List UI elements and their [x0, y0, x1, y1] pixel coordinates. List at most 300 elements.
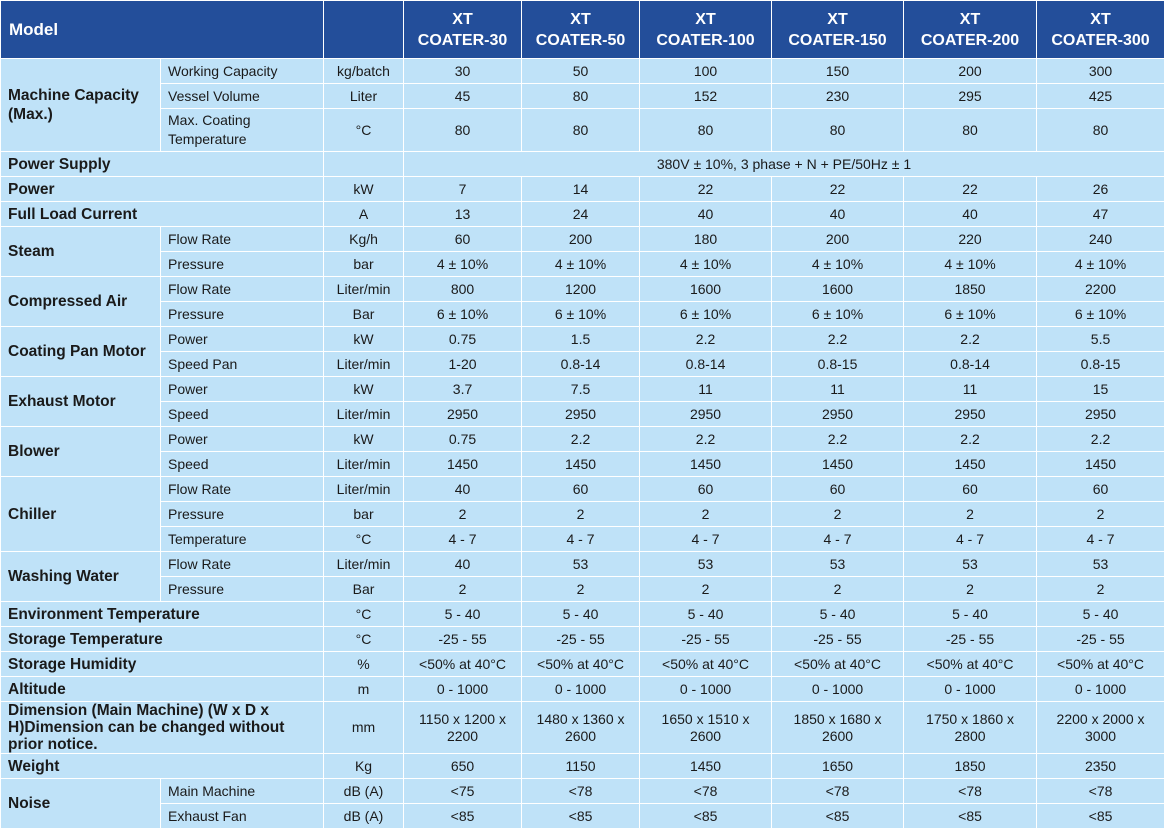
unit-cell: Kg/h [324, 227, 404, 252]
category-label: Blower [1, 427, 161, 477]
value-cell: 220 [904, 227, 1037, 252]
value-cell: 7.5 [522, 377, 640, 402]
table-row [1, 109, 1164, 152]
value-cell: 0 - 1000 [522, 677, 640, 702]
value-cell: <50% at 40°C [404, 652, 522, 677]
value-cell: -25 - 55 [404, 627, 522, 652]
value-cell: 4 - 7 [522, 527, 640, 552]
value-cell: 6 ± 10% [1037, 302, 1164, 327]
table-row [1, 352, 1164, 377]
value-cell: 5 - 40 [1037, 602, 1164, 627]
value-cell: 295 [904, 84, 1037, 109]
category-label: Noise [1, 779, 161, 829]
value-cell: 5 - 40 [404, 602, 522, 627]
value-cell: 15 [1037, 377, 1164, 402]
category-label: Environment Temperature [1, 602, 324, 627]
dimension-line: 2600 [564, 727, 597, 744]
value-cell: 2 [1037, 502, 1164, 527]
model-name: COATER-300 [1051, 31, 1150, 49]
table-row [1, 804, 1164, 829]
value-cell: 1450 [522, 452, 640, 477]
value-cell: 2 [640, 577, 772, 602]
value-cell: 5.5 [1037, 327, 1164, 352]
unit-cell: bar [324, 252, 404, 277]
value-cell: 40 [640, 202, 772, 227]
value-cell: 0 - 1000 [1037, 677, 1164, 702]
value-cell: 1450 [640, 452, 772, 477]
value-cell: 13 [404, 202, 522, 227]
table-row [1, 327, 1164, 352]
dimension-line: 3000 [1084, 727, 1117, 744]
value-cell: 11 [904, 377, 1037, 402]
value-cell: 4 ± 10% [904, 252, 1037, 277]
value-cell: 200 [772, 227, 904, 252]
value-cell: 60 [522, 477, 640, 502]
value-cell: 0 - 1000 [640, 677, 772, 702]
value-cell: 240 [1037, 227, 1164, 252]
parameter-label: Power [161, 377, 324, 402]
model-column-header [404, 1, 522, 59]
unit-cell: Liter/min [324, 552, 404, 577]
model-column-header [772, 1, 904, 59]
value-cell: 1850 [904, 277, 1037, 302]
value-cell: 2.2 [772, 327, 904, 352]
unit-cell: m [324, 677, 404, 702]
table-row [1, 152, 1164, 177]
value-cell: 53 [522, 552, 640, 577]
value-cell: 2950 [640, 402, 772, 427]
unit-cell [324, 152, 404, 177]
unit-cell: kW [324, 327, 404, 352]
value-cell: <50% at 40°C [772, 652, 904, 677]
value-cell: 80 [904, 109, 1037, 152]
value-cell: 1650 [772, 754, 904, 779]
unit-cell: Liter [324, 84, 404, 109]
dimension-line: 2600 [689, 727, 722, 744]
dimension-line: 2600 [821, 727, 854, 744]
parameter-label: Flow Rate [161, 477, 324, 502]
category-label: Power [1, 177, 324, 202]
value-cell: <50% at 40°C [640, 652, 772, 677]
value-cell: 47 [1037, 202, 1164, 227]
value-cell: 2 [1037, 577, 1164, 602]
value-cell: 24 [522, 202, 640, 227]
value-cell: 2950 [1037, 402, 1164, 427]
unit-header [324, 1, 404, 59]
value-cell: -25 - 55 [772, 627, 904, 652]
value-cell: 650 [404, 754, 522, 779]
value-cell: 2950 [522, 402, 640, 427]
table-row [1, 627, 1164, 652]
value-cell: 40 [404, 477, 522, 502]
category-label: Power Supply [1, 152, 324, 177]
value-cell: 1.5 [522, 327, 640, 352]
value-cell: 0 - 1000 [772, 677, 904, 702]
category-label: Full Load Current [1, 202, 324, 227]
value-cell: 2 [404, 577, 522, 602]
value-cell: 53 [772, 552, 904, 577]
category-label: Altitude [1, 677, 324, 702]
value-cell: 2.2 [640, 327, 772, 352]
value-cell: 4 - 7 [772, 527, 904, 552]
value-cell: 40 [404, 552, 522, 577]
value-cell: 80 [640, 109, 772, 152]
value-cell: 2950 [404, 402, 522, 427]
value-cell: -25 - 55 [904, 627, 1037, 652]
table-row [1, 377, 1164, 402]
value-cell: <78 [772, 779, 904, 804]
value-cell: 4 ± 10% [1037, 252, 1164, 277]
value-cell: 1450 [1037, 452, 1164, 477]
value-cell: -25 - 55 [1037, 627, 1164, 652]
parameter-label: Flow Rate [161, 227, 324, 252]
value-cell: 1450 [772, 452, 904, 477]
value-cell [404, 702, 522, 754]
value-cell: 0.8-14 [904, 352, 1037, 377]
model-name: COATER-30 [417, 31, 508, 49]
unit-cell: °C [324, 627, 404, 652]
value-cell: 60 [772, 477, 904, 502]
category-label: Storage Humidity [1, 652, 324, 677]
value-cell: 80 [404, 109, 522, 152]
table-row [1, 402, 1164, 427]
model-series: XT [827, 10, 848, 28]
parameter-label: Power [161, 327, 324, 352]
table-row [1, 177, 1164, 202]
unit-cell: °C [324, 602, 404, 627]
value-cell: <85 [640, 804, 772, 829]
parameter-label: Max. Coating Temperature [161, 109, 324, 152]
value-cell [640, 702, 772, 754]
value-cell: 80 [772, 109, 904, 152]
value-cell: 2 [640, 502, 772, 527]
dimension-line: 1480 x 1360 x [536, 710, 625, 727]
value-cell: 2 [904, 502, 1037, 527]
value-cell: <85 [522, 804, 640, 829]
category-label: Machine Capacity (Max.) [1, 59, 161, 152]
value-cell: 6 ± 10% [404, 302, 522, 327]
value-cell: -25 - 55 [522, 627, 640, 652]
value-cell: <78 [1037, 779, 1164, 804]
value-cell: 1150 [522, 754, 640, 779]
unit-cell: Bar [324, 577, 404, 602]
table-row [1, 202, 1164, 227]
value-cell: <78 [904, 779, 1037, 804]
value-cell: 4 - 7 [404, 527, 522, 552]
table-row [1, 477, 1164, 502]
table-row [1, 84, 1164, 109]
value-cell: 60 [904, 477, 1037, 502]
parameter-label: Power [161, 427, 324, 452]
parameter-label: Working Capacity [161, 59, 324, 84]
dimension-line: 1850 x 1680 x [793, 710, 882, 727]
value-cell: 1450 [404, 452, 522, 477]
value-cell: 1600 [640, 277, 772, 302]
model-header: Model [1, 1, 324, 59]
unit-cell: % [324, 652, 404, 677]
table-row [1, 702, 1164, 754]
value-cell: 2 [522, 577, 640, 602]
model-column-header [640, 1, 772, 59]
parameter-label: Speed [161, 452, 324, 477]
table-row [1, 427, 1164, 452]
unit-cell: Liter/min [324, 477, 404, 502]
parameter-label: Vessel Volume [161, 84, 324, 109]
model-name: COATER-100 [656, 31, 755, 49]
value-cell: 0 - 1000 [404, 677, 522, 702]
value-cell: 22 [640, 177, 772, 202]
value-cell: <50% at 40°C [904, 652, 1037, 677]
value-cell: 40 [772, 202, 904, 227]
value-cell: <85 [1037, 804, 1164, 829]
category-label: Steam [1, 227, 161, 277]
value-cell: 4 ± 10% [640, 252, 772, 277]
value-cell [772, 702, 904, 754]
model-column-header [522, 1, 640, 59]
value-cell: 5 - 40 [522, 602, 640, 627]
model-series: XT [452, 10, 473, 28]
table-row [1, 652, 1164, 677]
category-label: Exhaust Motor [1, 377, 161, 427]
value-cell: 3.7 [404, 377, 522, 402]
value-cell [904, 702, 1037, 754]
value-cell: 1450 [904, 452, 1037, 477]
unit-cell: Liter/min [324, 277, 404, 302]
dimension-line: 2200 x 2000 x [1056, 710, 1145, 727]
value-cell: <75 [404, 779, 522, 804]
value-cell: 0.8-14 [522, 352, 640, 377]
parameter-label: Speed Pan [161, 352, 324, 377]
value-cell: 80 [522, 84, 640, 109]
model-name: COATER-50 [535, 31, 626, 49]
value-cell: 11 [640, 377, 772, 402]
parameter-label: Pressure [161, 252, 324, 277]
unit-cell: A [324, 202, 404, 227]
value-cell: 60 [404, 227, 522, 252]
parameter-label: Flow Rate [161, 277, 324, 302]
unit-cell: kW [324, 177, 404, 202]
table-row [1, 754, 1164, 779]
value-cell: <78 [640, 779, 772, 804]
value-cell: 80 [1037, 109, 1164, 152]
header-row [1, 1, 1164, 59]
dimension-label: Dimension (Main Machine) (W x D x H) [8, 702, 269, 736]
dimension-line: 1650 x 1510 x [661, 710, 750, 727]
value-cell: <85 [772, 804, 904, 829]
value-cell: 60 [640, 477, 772, 502]
parameter-label: Pressure [161, 502, 324, 527]
table-row [1, 452, 1164, 477]
value-cell: 50 [522, 59, 640, 84]
value-cell: <78 [522, 779, 640, 804]
table-row [1, 602, 1164, 627]
unit-cell: Kg [324, 754, 404, 779]
value-cell: 60 [1037, 477, 1164, 502]
value-cell: <50% at 40°C [1037, 652, 1164, 677]
unit-cell: dB (A) [324, 779, 404, 804]
value-cell [522, 702, 640, 754]
unit-cell: kg/batch [324, 59, 404, 84]
parameter-label: Temperature [161, 527, 324, 552]
model-series: XT [695, 10, 716, 28]
category-label [1, 702, 324, 754]
value-cell: 300 [1037, 59, 1164, 84]
value-cell: 53 [640, 552, 772, 577]
value-cell: 4 - 7 [904, 527, 1037, 552]
model-series: XT [570, 10, 591, 28]
value-cell: 4 ± 10% [404, 252, 522, 277]
category-label: Coating Pan Motor [1, 327, 161, 377]
value-cell: <50% at 40°C [522, 652, 640, 677]
value-cell: 2.2 [640, 427, 772, 452]
power-supply-value: 380V ± 10%, 3 phase + N + PE/50Hz ± 1 [404, 152, 1164, 177]
category-label: Chiller [1, 477, 161, 552]
table-row [1, 527, 1164, 552]
value-cell: 2 [522, 502, 640, 527]
spec-table-body [1, 59, 1164, 829]
parameter-label: Exhaust Fan [161, 804, 324, 829]
value-cell: 1-20 [404, 352, 522, 377]
unit-cell: mm [324, 702, 404, 754]
table-row [1, 577, 1164, 602]
value-cell: 0.75 [404, 427, 522, 452]
value-cell: 6 ± 10% [904, 302, 1037, 327]
value-cell: 0.8-14 [640, 352, 772, 377]
model-series: XT [1090, 10, 1111, 28]
value-cell [1037, 702, 1164, 754]
value-cell: 26 [1037, 177, 1164, 202]
value-cell: 1850 [904, 754, 1037, 779]
value-cell: 53 [1037, 552, 1164, 577]
unit-cell: Liter/min [324, 402, 404, 427]
value-cell: 0.75 [404, 327, 522, 352]
unit-cell: bar [324, 502, 404, 527]
value-cell: 6 ± 10% [772, 302, 904, 327]
value-cell: 4 ± 10% [772, 252, 904, 277]
value-cell: 200 [522, 227, 640, 252]
value-cell: 4 - 7 [1037, 527, 1164, 552]
value-cell: 5 - 40 [904, 602, 1037, 627]
value-cell: 425 [1037, 84, 1164, 109]
unit-cell: Liter/min [324, 452, 404, 477]
dimension-line: 1150 x 1200 x [419, 710, 506, 727]
value-cell: 2950 [904, 402, 1037, 427]
value-cell: 22 [904, 177, 1037, 202]
unit-cell: °C [324, 109, 404, 152]
unit-cell: kW [324, 377, 404, 402]
value-cell: 2.2 [772, 427, 904, 452]
model-column-header [1037, 1, 1164, 59]
unit-cell: °C [324, 527, 404, 552]
value-cell: 5 - 40 [772, 602, 904, 627]
value-cell: 2 [404, 502, 522, 527]
category-label: Weight [1, 754, 324, 779]
value-cell: 7 [404, 177, 522, 202]
dimension-line: 1750 x 1860 x [926, 710, 1014, 727]
table-row [1, 779, 1164, 804]
model-series: XT [959, 10, 981, 28]
parameter-label: Pressure [161, 302, 324, 327]
category-label: Compressed Air [1, 277, 161, 327]
value-cell: 2 [904, 577, 1037, 602]
value-cell: 230 [772, 84, 904, 109]
value-cell: 0.8-15 [1037, 352, 1164, 377]
value-cell: <85 [404, 804, 522, 829]
value-cell: 6 ± 10% [522, 302, 640, 327]
value-cell: 800 [404, 277, 522, 302]
value-cell: 0 - 1000 [904, 677, 1037, 702]
value-cell: 4 - 7 [640, 527, 772, 552]
unit-cell: dB (A) [324, 804, 404, 829]
value-cell: -25 - 55 [640, 627, 772, 652]
value-cell: 1200 [522, 277, 640, 302]
value-cell: 2.2 [1037, 427, 1164, 452]
value-cell: 2.2 [904, 427, 1037, 452]
table-row [1, 252, 1164, 277]
model-name: COATER-200 [920, 31, 1020, 49]
dimension-line: 2200 [446, 727, 479, 744]
category-label: Storage Temperature [1, 627, 324, 652]
value-cell: 2950 [772, 402, 904, 427]
model-column-header [904, 1, 1037, 59]
value-cell: 4 ± 10% [522, 252, 640, 277]
dimension-line: 2800 [954, 727, 986, 744]
value-cell: 2.2 [904, 327, 1037, 352]
value-cell: 11 [772, 377, 904, 402]
value-cell: 1600 [772, 277, 904, 302]
table-row [1, 302, 1164, 327]
value-cell: 2 [772, 502, 904, 527]
value-cell: 53 [904, 552, 1037, 577]
value-cell: 14 [522, 177, 640, 202]
value-cell: 2350 [1037, 754, 1164, 779]
category-label: Washing Water [1, 552, 161, 602]
value-cell: 152 [640, 84, 772, 109]
value-cell: 2200 [1037, 277, 1164, 302]
unit-cell: kW [324, 427, 404, 452]
value-cell: 40 [904, 202, 1037, 227]
value-cell: 2 [772, 577, 904, 602]
table-row [1, 552, 1164, 577]
parameter-label: Flow Rate [161, 552, 324, 577]
unit-cell: Liter/min [324, 352, 404, 377]
unit-cell: Bar [324, 302, 404, 327]
value-cell: 180 [640, 227, 772, 252]
value-cell: 2.2 [522, 427, 640, 452]
value-cell: <85 [904, 804, 1037, 829]
value-cell: 30 [404, 59, 522, 84]
value-cell: 5 - 40 [640, 602, 772, 627]
table-row [1, 502, 1164, 527]
table-row [1, 677, 1164, 702]
value-cell: 80 [522, 109, 640, 152]
table-row [1, 227, 1164, 252]
value-cell: 0.8-15 [772, 352, 904, 377]
value-cell: 22 [772, 177, 904, 202]
parameter-label: Main Machine [161, 779, 324, 804]
value-cell: 1450 [640, 754, 772, 779]
value-cell: 6 ± 10% [640, 302, 772, 327]
model-name: COATER-150 [788, 31, 887, 49]
table-row [1, 59, 1164, 84]
value-cell: 100 [640, 59, 772, 84]
value-cell: 200 [904, 59, 1037, 84]
value-cell: 45 [404, 84, 522, 109]
parameter-label: Speed [161, 402, 324, 427]
dimension-note: Dimension can be changed without prior notice. [8, 719, 285, 753]
value-cell: 150 [772, 59, 904, 84]
parameter-label: Pressure [161, 577, 324, 602]
